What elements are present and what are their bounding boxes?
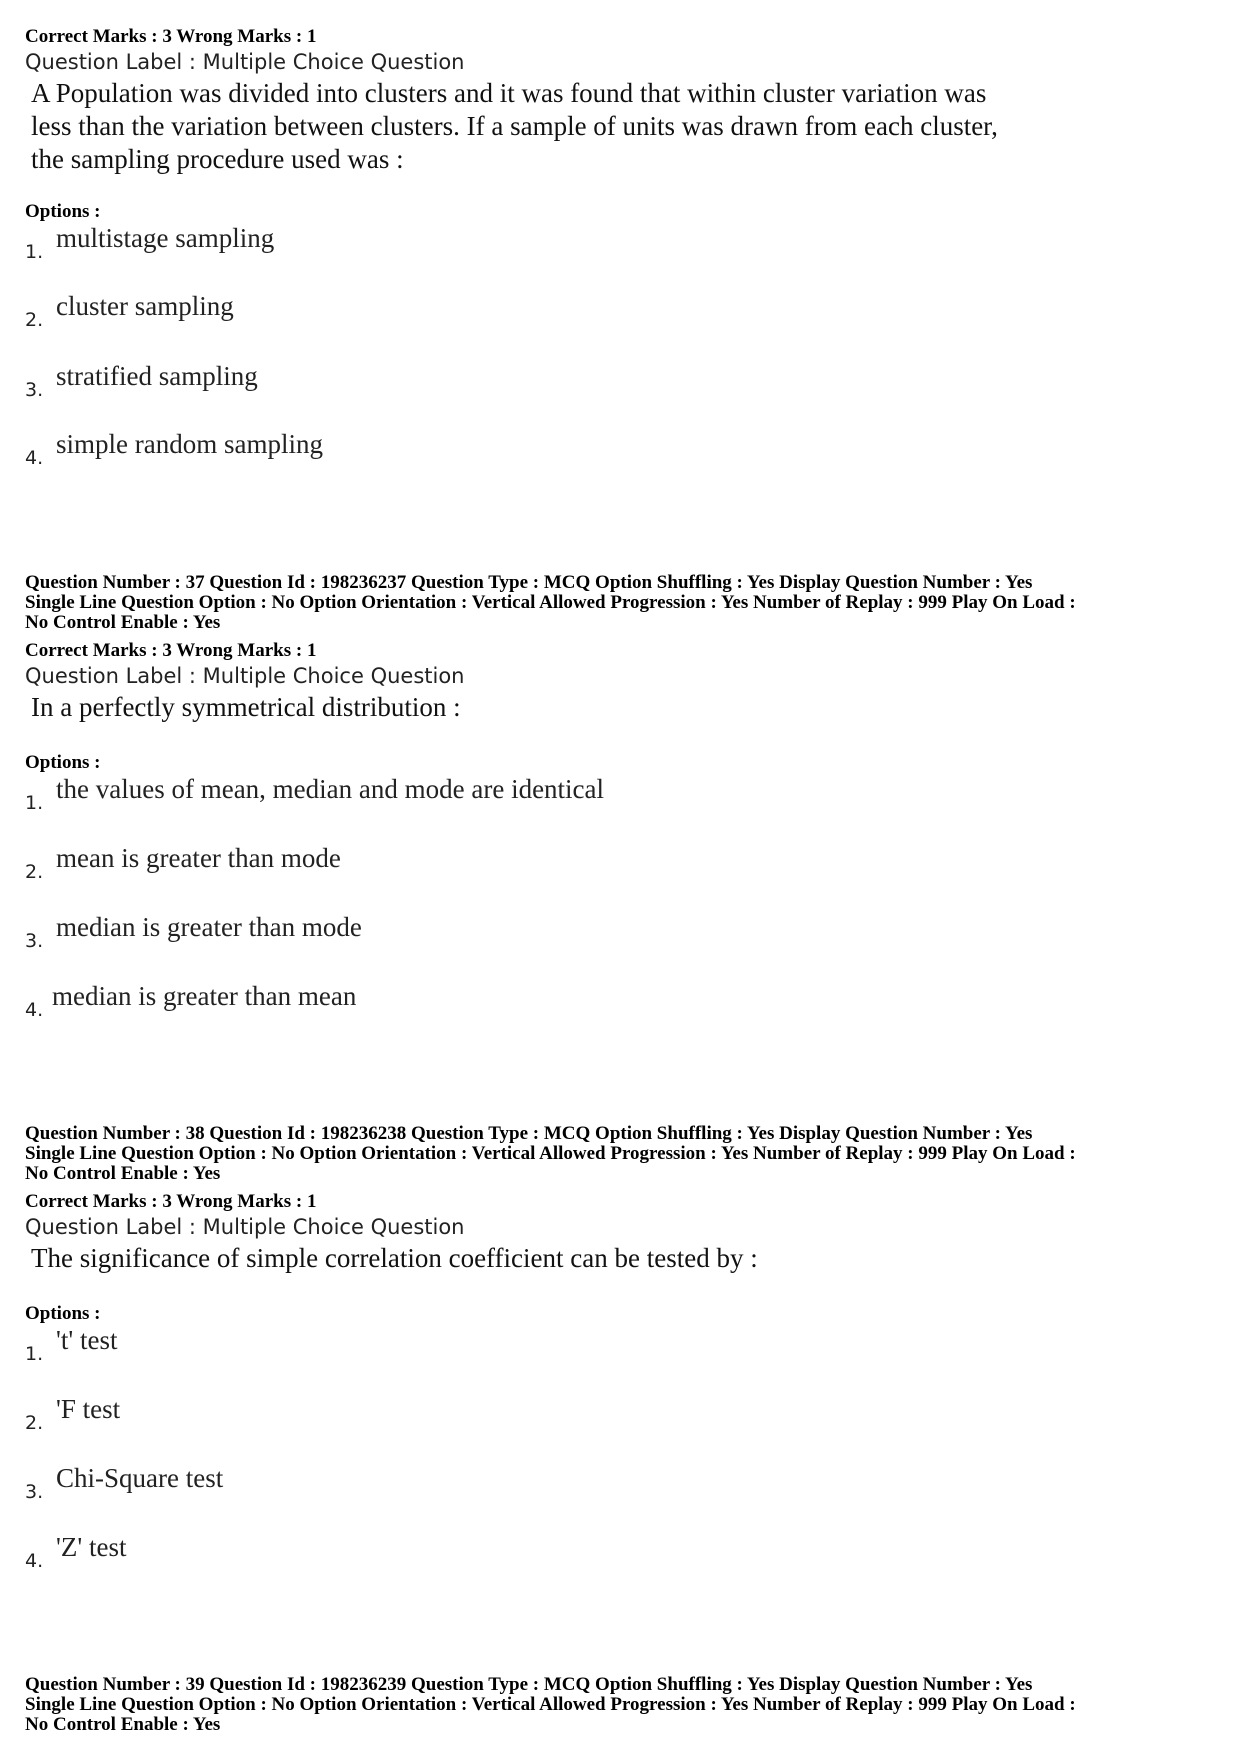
- option-4: [25, 981, 925, 1031]
- meta-line: Question Number : 38 Question Id : 198236238 Question Type : MCQ Option Shuffling : Yes Display Question Number : Yes: [25, 1123, 1033, 1144]
- options-title: Options :: [25, 752, 101, 773]
- option-text: cluster sampling: [56, 291, 234, 321]
- option-text: Chi-Square test: [56, 1463, 224, 1493]
- option-number: 2.: [25, 1412, 44, 1434]
- question-label: Question Label : Multiple Choice Question: [25, 1215, 465, 1239]
- option-text: 'F test: [56, 1394, 121, 1424]
- options-block-36: [25, 201, 1225, 469]
- option-2: [25, 843, 925, 893]
- question-meta: [25, 573, 1225, 633]
- question-text-line: less than the variation between clusters. If a sample of units was drawn from each cluster,: [31, 111, 998, 141]
- question-37: [25, 573, 1225, 724]
- option-text: median is greater than mode: [56, 912, 362, 942]
- marks-line: Correct Marks : 3 Wrong Marks : 1: [25, 26, 317, 47]
- question-text-line: A Population was divided into clusters and it was found that within cluster variation was: [31, 78, 987, 108]
- option-text: simple random sampling: [56, 429, 323, 459]
- option-text: 't' test: [56, 1325, 118, 1355]
- question-meta: [25, 1124, 1225, 1184]
- question-text: [31, 691, 1225, 724]
- option-1: [25, 1325, 925, 1375]
- options-block-37: [25, 752, 1225, 1021]
- option-text: multistage sampling: [56, 223, 275, 253]
- option-number: 4.: [25, 447, 44, 469]
- marks-line: Correct Marks : 3 Wrong Marks : 1: [25, 1191, 317, 1212]
- meta-line: No Control Enable : Yes: [25, 612, 221, 633]
- options-title: Options :: [25, 1303, 101, 1324]
- option-text: median is greater than mean: [52, 981, 357, 1011]
- option-number: 2.: [25, 309, 44, 331]
- option-number: 3.: [25, 1481, 44, 1503]
- question-text-line: In a perfectly symmetrical distribution :: [31, 692, 461, 722]
- question-38: [25, 1124, 1225, 1275]
- option-number: 1.: [25, 241, 44, 263]
- meta-line: Question Number : 39 Question Id : 198236239 Question Type : MCQ Option Shuffling : Yes Display Question Number : Yes: [25, 1674, 1033, 1695]
- option-text: the values of mean, median and mode are identical: [56, 774, 605, 804]
- options-block-38: [25, 1303, 1225, 1572]
- question-text: [31, 77, 1225, 176]
- question-36: [25, 27, 1225, 176]
- question-text: [31, 1242, 1225, 1275]
- question-text-line: the sampling procedure used was :: [31, 144, 404, 174]
- option-text: stratified sampling: [56, 361, 258, 391]
- option-1: [25, 223, 925, 273]
- option-1: [25, 774, 925, 824]
- option-number: 4.: [25, 1550, 44, 1572]
- meta-line: No Control Enable : Yes: [25, 1714, 221, 1735]
- option-2: [25, 291, 925, 341]
- option-text: mean is greater than mode: [56, 843, 341, 873]
- question-meta: [25, 1675, 1225, 1735]
- option-3: [25, 1463, 925, 1513]
- option-text: 'Z' test: [56, 1532, 127, 1562]
- option-number: 1.: [25, 792, 44, 814]
- meta-line: Single Line Question Option : No Option Orientation : Vertical Allowed Progression : Yes Number of Replay : 999 Play On Load :: [25, 592, 1076, 613]
- option-3: [25, 361, 925, 411]
- option-number: 1.: [25, 1343, 44, 1365]
- option-3: [25, 912, 925, 962]
- question-39: [25, 1675, 1225, 1735]
- option-number: 4.: [25, 999, 44, 1021]
- meta-line: Single Line Question Option : No Option Orientation : Vertical Allowed Progression : Yes Number of Replay : 999 Play On Load :: [25, 1694, 1076, 1715]
- options-title: Options :: [25, 201, 101, 222]
- meta-line: Single Line Question Option : No Option Orientation : Vertical Allowed Progression : Yes Number of Replay : 999 Play On Load :: [25, 1143, 1076, 1164]
- option-number: 3.: [25, 930, 44, 952]
- marks-line: Correct Marks : 3 Wrong Marks : 1: [25, 640, 317, 661]
- option-4: [25, 1532, 925, 1582]
- option-4: [25, 429, 925, 479]
- question-label: Question Label : Multiple Choice Question: [25, 664, 465, 688]
- option-2: [25, 1394, 925, 1444]
- meta-line: Question Number : 37 Question Id : 198236237 Question Type : MCQ Option Shuffling : Yes Display Question Number : Yes: [25, 572, 1033, 593]
- question-text-line: The significance of simple correlation coefficient can be tested by :: [31, 1243, 758, 1273]
- question-label: Question Label : Multiple Choice Question: [25, 50, 465, 74]
- meta-line: No Control Enable : Yes: [25, 1163, 221, 1184]
- option-number: 2.: [25, 861, 44, 883]
- option-number: 3.: [25, 379, 44, 401]
